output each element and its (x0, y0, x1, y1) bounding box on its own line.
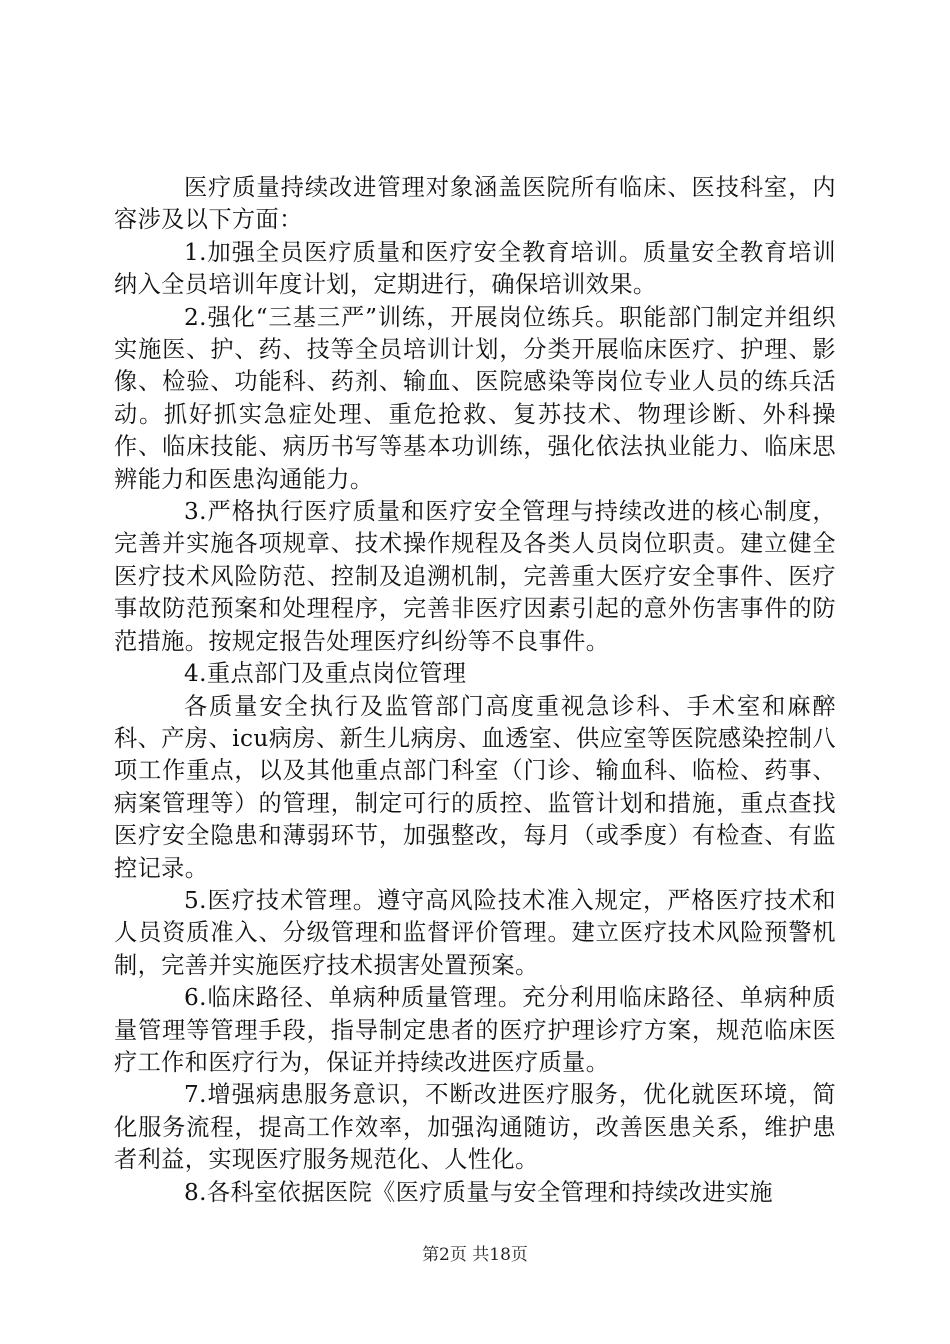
paragraph-item-1: 1.加强全员医疗质量和医疗安全教育培训。质量安全教育培训纳入全员培训年度计划，定期进行，确保培训效果。 (114, 238, 836, 299)
paragraph-item-2: 2.强化“三基三严”训练，开展岗位练兵。职能部门制定并组织实施医、护、药、技等全员培训计划，分类开展临床医疗、护理、影像、检验、功能科、药剂、输血、医院感染等岗位专业人员的练兵活动。抓好抓实急症处理、重危抢救、复苏技术、物理诊断、外科操作、临床技能、病历书写等基本功训练，强化依法执业能力、临床思辨能力和医患沟通能力。 (114, 303, 836, 493)
document-body (114, 172, 836, 1209)
page-number-footer: 第2页 共18页 (422, 1245, 528, 1265)
paragraph-item-4-body: 各质量安全执行及监管部门高度重视急诊科、手术室和麻醉科、产房、icu病房、新生儿病房、血透室、供应室等医院感染控制八项工作重点，以及其他重点部门科室（门诊、输血科、临检、药事、病案管理等）的管理，制定可行的质控、监管计划和措施，重点查找医疗安全隐患和薄弱环节，加强整改，每月（或季度）有检查、有监控记录。 (114, 692, 836, 882)
paragraph-item-7: 7.增强病患服务意识，不断改进医疗服务，优化就医环境，简化服务流程，提高工作效率，加强沟通随访，改善医患关系，维护患者利益，实现医疗服务规范化、人性化。 (114, 1081, 836, 1174)
paragraph-item-3: 3.严格执行医疗质量和医疗安全管理与持续改进的核心制度，完善并实施各项规章、技术操作规程及各类人员岗位职责。建立健全医疗技术风险防范、控制及追溯机制，完善重大医疗安全事件、医疗事故防范预案和处理程序，完善非医疗因素引起的意外伤害事件的防范措施。按规定报告处理医疗纠纷等不良事件。 (114, 498, 836, 655)
paragraph-intro: 医疗质量持续改进管理对象涵盖医院所有临床、医技科室，内容涉及以下方面： (114, 174, 836, 234)
paragraph-item-8: 8.各科室依据医院《医疗质量与安全管理和持续改进实施 (184, 1178, 774, 1206)
paragraph-item-4-heading: 4.重点部门及重点岗位管理 (184, 660, 467, 688)
paragraph-item-6: 6.临床路径、单病种质量管理。充分利用临床路径、单病种质量管理等管理手段，指导制定患者的医疗护理诊疗方案，规范临床医疗工作和医疗行为，保证并持续改进医疗质量。 (114, 984, 836, 1076)
paragraph-item-5: 5.医疗技术管理。遵守高风险技术准入规定，严格医疗技术和人员资质准入、分级管理和监督评价管理。建立医疗技术风险预警机制，完善并实施医疗技术损害处置预案。 (114, 886, 836, 979)
